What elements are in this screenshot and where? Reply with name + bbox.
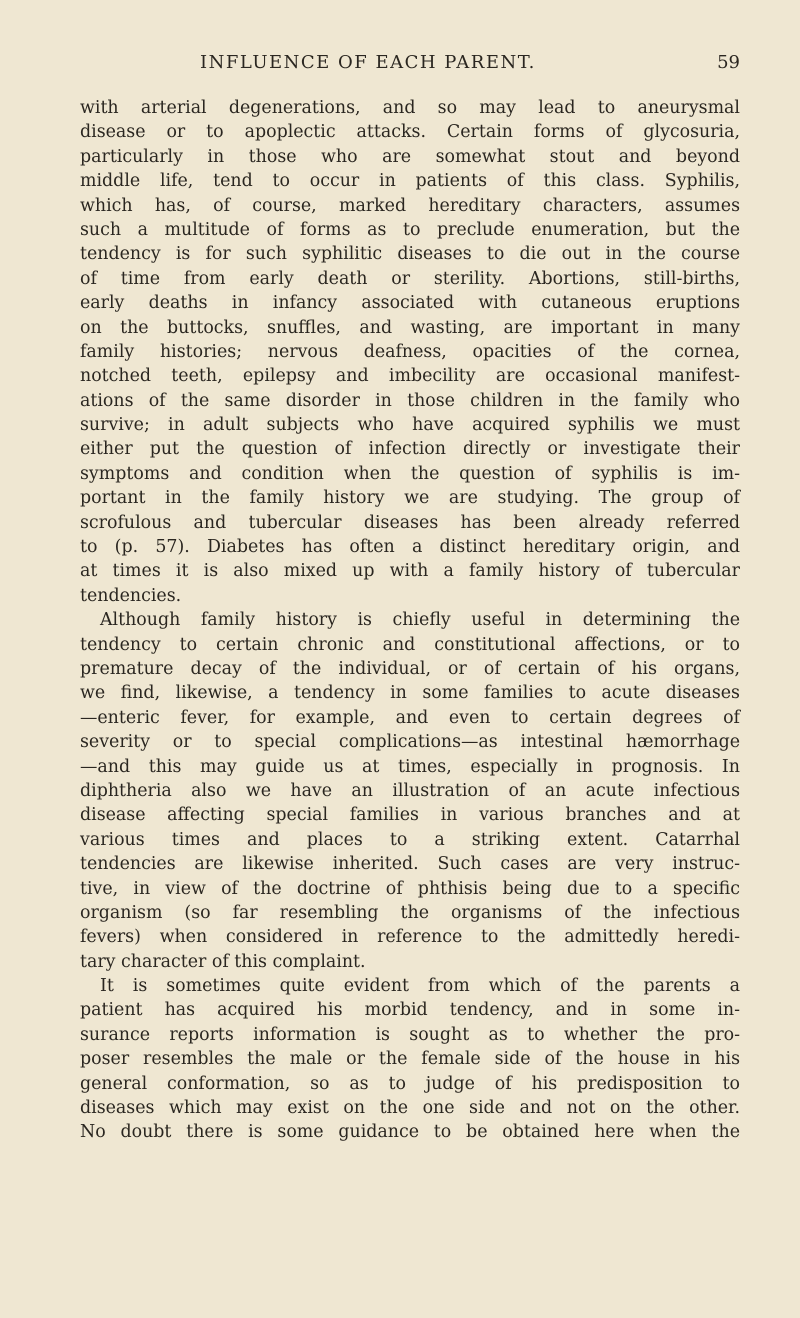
text-line: tive, in view of the doctrine of phthisis being due to a specific xyxy=(80,878,740,899)
text-line: such a multitude of forms as to preclude enumeration, but the xyxy=(80,219,740,240)
text-line: tendency to certain chronic and constitutional affections, or to xyxy=(80,634,740,655)
text-line: on the buttocks, snuffles, and wasting, are important in many xyxy=(80,317,740,338)
text-line: —enteric fever, for example, and even to certain degrees of xyxy=(80,707,740,728)
text-line: portant in the family history we are studying. The group of xyxy=(80,488,740,509)
running-title: INFLUENCE OF EACH PARENT. xyxy=(200,52,536,73)
text-line: middle life, tend to occur in patients of this class. Syphilis, xyxy=(80,171,740,192)
text-line: survive; in adult subjects who have acquired syphilis we must xyxy=(80,415,740,436)
text-line: notched teeth, epilepsy and imbecility are occasional manifest- xyxy=(80,366,740,387)
text-line: scrofulous and tubercular diseases has been already referred xyxy=(80,512,740,533)
text-line: diseases which may exist on the one side and not on the other. xyxy=(80,1098,740,1119)
text-line: with arterial degenerations, and so may lead to aneurysmal xyxy=(80,98,740,118)
text-line: family histories; nervous deafness, opacities of the cornea, xyxy=(80,341,740,362)
text-line: patient has acquired his morbid tendency, and in some in- xyxy=(80,1000,740,1021)
text-line: tendencies. xyxy=(80,585,182,606)
text-line: of time from early death or sterility. Abortions, still-births, xyxy=(80,268,740,289)
text-line: disease or to apoplectic attacks. Certain forms of glycosuria, xyxy=(80,122,740,143)
text-line: organism (so far resembling the organisms of the infectious xyxy=(80,902,740,923)
text-line: disease affecting special families in various branches and at xyxy=(80,805,740,826)
text-line: tendency is for such syphilitic diseases to die out in the course xyxy=(80,244,740,265)
text-line: surance reports information is sought as to whether the pro- xyxy=(80,1024,740,1045)
text-line: to (p. 57). Diabetes has often a distinct hereditary origin, and xyxy=(80,537,740,558)
text-line: symptoms and condition when the question of syphilis is im- xyxy=(80,463,740,484)
text-line: general conformation, so as to judge of his predisposition to xyxy=(80,1073,740,1094)
text-line: tary character of this complaint. xyxy=(80,951,366,972)
text-line: diphtheria also we have an illustration of an acute infectious xyxy=(80,780,740,801)
text-line: early deaths in infancy associated with cutaneous eruptions xyxy=(80,293,740,314)
text-line: at times it is also mixed up with a family history of tubercular xyxy=(80,561,740,582)
page-number: 59 xyxy=(717,52,740,73)
running-head xyxy=(80,52,740,82)
text-line: No doubt there is some guidance to be obtained here when the xyxy=(80,1122,740,1143)
text-line: It is sometimes quite evident from which of the parents a xyxy=(100,976,740,997)
text-line: poser resembles the male or the female side of the house in his xyxy=(80,1049,740,1070)
text-line: severity or to special complications—as intestinal hæmorrhage xyxy=(80,732,740,753)
text-line: we find, likewise, a tendency in some families to acute diseases xyxy=(80,683,740,704)
text-line: tendencies are likewise inherited. Such cases are very instruc- xyxy=(80,854,740,875)
text-line: —and this may guide us at times, especially in prognosis. In xyxy=(80,756,740,777)
body-text xyxy=(80,96,740,1145)
text-line: ations of the same disorder in those children in the family who xyxy=(80,390,740,411)
text-line: fevers) when considered in reference to the admittedly heredi- xyxy=(80,927,740,948)
text-line: various times and places to a striking extent. Catarrhal xyxy=(80,829,740,850)
text-line: either put the question of infection directly or investigate their xyxy=(80,439,740,460)
text-line: which has, of course, marked hereditary characters, assumes xyxy=(80,195,740,216)
text-line: premature decay of the individual, or of certain of his organs, xyxy=(80,658,740,679)
text-line: particularly in those who are somewhat stout and beyond xyxy=(80,146,740,167)
text-line: Although family history is chiefly useful in determining the xyxy=(100,610,740,631)
